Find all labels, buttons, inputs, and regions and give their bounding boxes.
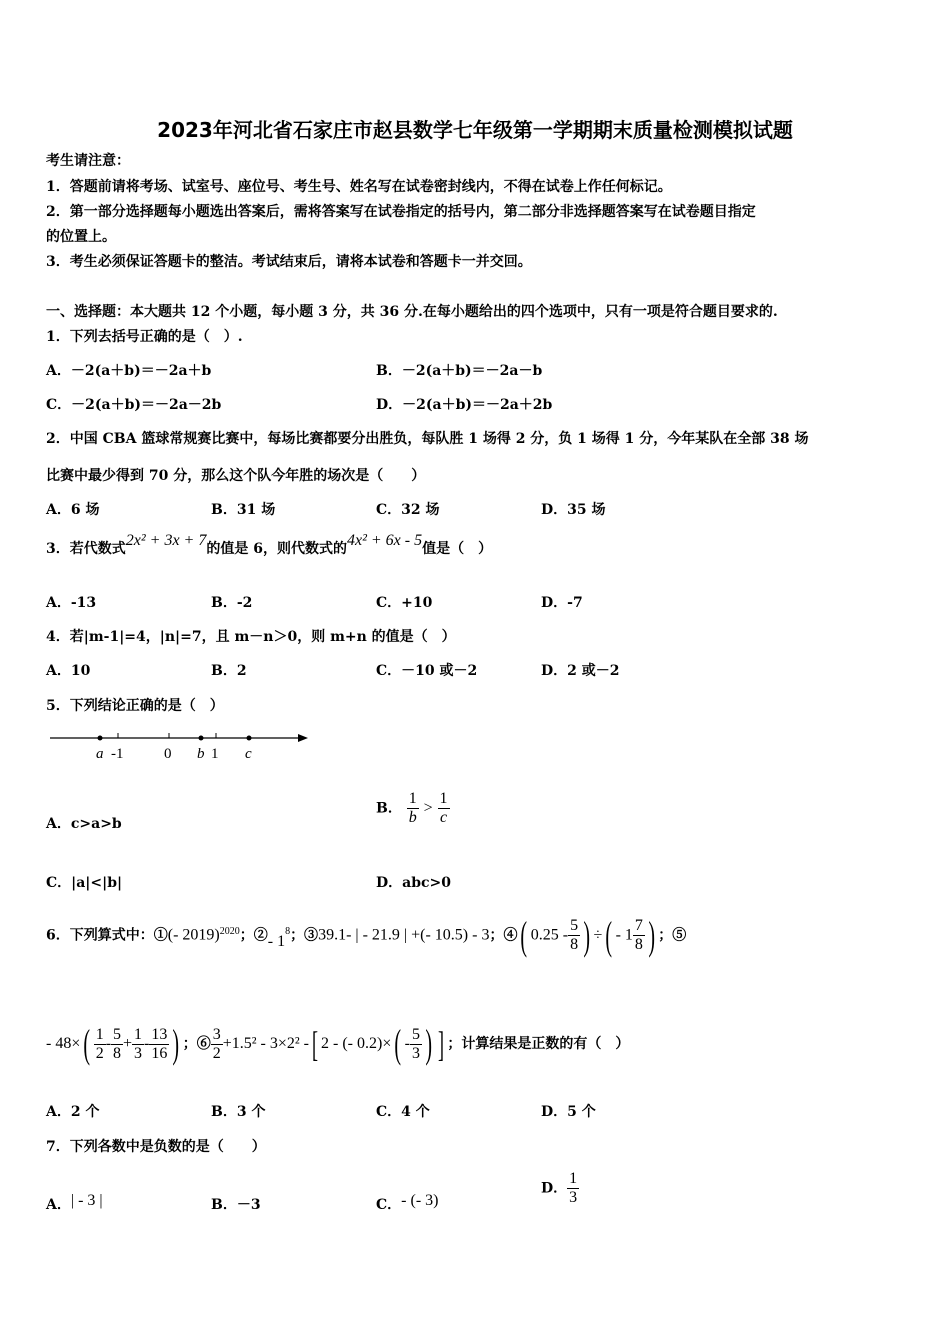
label-c: c <box>245 746 252 762</box>
notice-heading: 考生请注意： <box>46 153 130 169</box>
q3-stem <box>46 532 493 558</box>
q6-expr3: 39.1- | - 21.9 | +(- 10.5) - 3 <box>318 926 490 944</box>
q7-stem: 7．下列各数中是负数的是（ ） <box>46 1139 266 1155</box>
notice-item-3: 3．考生必须保证答题卡的整洁。考试结束后，请将本试卷和答题卡一并交回。 <box>46 254 532 270</box>
q7-option-d-prefix: D． <box>541 1180 568 1197</box>
q5-b-frac2-den: c <box>439 809 448 826</box>
q6-e5-f3-den: 3 <box>134 1044 143 1062</box>
q5-option-b <box>376 790 450 827</box>
q6-post: ；计算结果是正数的有（ ） <box>447 1036 630 1052</box>
q6-e5-lparen: ( <box>83 1021 91 1066</box>
q6-e4-frac2-den: 8 <box>634 936 643 954</box>
label-a: a <box>96 746 104 762</box>
q6-option-d: D．5 个 <box>541 1104 596 1120</box>
q6-e4-div: ÷ <box>593 926 603 944</box>
q6-e5-a: - 48× <box>46 1035 81 1052</box>
q6-e6-rparen: ) <box>425 1021 432 1066</box>
label-b: b <box>197 746 205 762</box>
q6-e6-rbrack: ] <box>438 1024 445 1064</box>
q6-e5-f1-den: 2 <box>95 1044 104 1062</box>
q6-e4-rparen: ) <box>583 912 591 958</box>
q6-option-c: C．4 个 <box>376 1104 430 1120</box>
q6-sep2: ；② <box>239 927 268 944</box>
q6-e6-minus: - <box>404 1035 410 1052</box>
point-c <box>247 736 252 741</box>
q5-b-frac1 <box>407 790 419 827</box>
q7-option-a-expr: | - 3 | <box>70 1192 103 1209</box>
q5-b-frac1-den: b <box>408 809 417 826</box>
q6-e5-f4-num: 13 <box>151 1025 168 1043</box>
q6-expr2-exp: 8 <box>285 926 291 937</box>
q3-option-b: B．-2 <box>211 595 253 611</box>
q6-expr1: (- 2019) <box>167 926 220 944</box>
q6-e5-f2-num: 5 <box>113 1025 122 1043</box>
q6-e4-a: 0.25 - <box>530 926 569 944</box>
q7-option-a-prefix: A． <box>46 1197 71 1213</box>
q3-stem-post: 值是（ ） <box>422 541 493 557</box>
q7-d-frac <box>567 1170 579 1207</box>
q6-e5-f2 <box>111 1026 123 1063</box>
q6-pre: 6．下列算式中：① <box>46 927 168 944</box>
q6-e6-frac-den: 2 <box>212 1044 221 1062</box>
q7-option-c-prefix: C． <box>376 1197 402 1213</box>
q2-option-d: D．35 场 <box>541 502 606 518</box>
q6-e5-f3-num: 1 <box>134 1025 143 1043</box>
q6-e6-lparen: ( <box>394 1021 402 1066</box>
q6-option-a: A．2 个 <box>46 1104 100 1120</box>
q6-e6-b: 2 - (- 0.2)× <box>321 1035 392 1052</box>
q1-option-b: B．－2(a＋b)＝－2a－b <box>376 363 543 379</box>
q6-e6-frac-num: 3 <box>212 1025 221 1043</box>
q6-e6-a: +1.5² - 3×2² - <box>222 1035 309 1052</box>
q7-option-b: B．－3 <box>211 1197 261 1213</box>
q1-stem: 1．下列去括号正确的是（ ）. <box>46 329 243 345</box>
q7-option-a <box>46 1192 103 1214</box>
q7-d-frac-num: 1 <box>569 1170 578 1187</box>
q6-e6-frac2 <box>410 1026 422 1063</box>
q6-stem-line2 <box>46 1022 629 1066</box>
q6-sep5: ；⑤ <box>658 927 687 944</box>
q6-e6-lbrack: [ <box>312 1024 318 1064</box>
q5-b-op: > <box>423 799 433 817</box>
q6-option-b: B．3 个 <box>211 1104 266 1120</box>
q3-option-d: D．-7 <box>541 595 583 611</box>
point-b <box>199 736 204 741</box>
q6-e5-minus: - <box>105 1035 112 1052</box>
q7-option-c-expr: - (- 3) <box>401 1192 439 1209</box>
q6-e5-f3 <box>132 1026 144 1063</box>
q4-option-d: D．2 或－2 <box>541 663 620 679</box>
notice-item-2: 2．第一部分选择题每小题选出答案后，需将答案写在试卷指定的括号内，第二部分非选择题答案写在试卷题目指定 <box>46 204 756 220</box>
q5-b-frac2 <box>438 790 450 827</box>
q6-e4-b: - 1 <box>615 926 633 944</box>
q6-e5-rparen: ) <box>172 1021 180 1066</box>
q6-expr2: - 1 <box>267 932 286 950</box>
q1-option-c: C．－2(a＋b)＝－2a－2b <box>46 397 222 413</box>
q5-option-c: C．|a|<|b| <box>46 875 123 891</box>
q3-option-c: C．+10 <box>376 595 433 611</box>
q1-option-d: D．－2(a＋b)＝－2a＋2b <box>376 397 553 413</box>
q6-e5-f1-num: 1 <box>95 1025 104 1043</box>
q6-e6-frac <box>211 1026 223 1063</box>
q1-option-a: A．－2(a＋b)＝－2a＋b <box>46 363 212 379</box>
q6-e4-frac-den: 8 <box>570 936 579 954</box>
q4-stem: 4．若|m-1|=4，|n|=7，且 m－n＞0，则 m+n 的值是（ ） <box>46 629 456 645</box>
q6-e6-frac2-num: 5 <box>412 1025 420 1043</box>
q6-e4-frac <box>568 917 580 954</box>
q7-option-c <box>376 1192 439 1214</box>
q2-stem-line1: 2．中国 CBA 篮球常规赛比赛中，每场比赛都要分出胜负，每队胜 1 场得 2 分，负 1 场得 1 分，今年某队在全部 38 场 <box>46 431 809 447</box>
q6-sep4: ；④ <box>489 927 518 944</box>
page-title: 2023年河北省石家庄市赵县数学七年级第一学期期末质量检测模拟试题 <box>157 118 793 142</box>
point-a <box>98 736 103 741</box>
number-line-arrow <box>298 734 308 742</box>
q3-expr2: 4x² + 6x - 5 <box>346 532 423 549</box>
q6-e5-f1 <box>94 1026 106 1063</box>
q5-option-d: D．abc>0 <box>376 875 451 891</box>
q6-e6-frac2-den: 3 <box>412 1044 420 1062</box>
q3-expr1: 2x² + 3x + 7 <box>125 532 207 549</box>
number-line <box>46 726 316 766</box>
q6-sep3: ；③ <box>290 927 319 944</box>
q6-e5-f2-den: 8 <box>113 1044 122 1062</box>
q4-option-b: B．2 <box>211 663 247 679</box>
q6-e5-plus: + <box>123 1035 133 1052</box>
q2-option-a: A．6 场 <box>46 502 100 518</box>
q5-option-a: A．c>a>b <box>46 816 122 832</box>
q6-e4-rparen2: ) <box>648 912 655 958</box>
q7-d-frac-den: 3 <box>569 1189 578 1206</box>
q5-stem: 5．下列结论正确的是（ ） <box>46 698 224 714</box>
q3-option-a: A．-13 <box>46 595 97 611</box>
label-minus1: -1 <box>111 746 124 762</box>
section-heading: 一、选择题：本大题共 12 个小题，每小题 3 分，共 36 分.在每小题给出的四个选项中，只有一项是符合题目要求的. <box>46 304 778 320</box>
label-0: 0 <box>164 746 172 762</box>
notice-item-1: 1．答题前请将考场、试室号、座位号、考生号、姓名写在试卷密封线内，不得在试卷上作任何标记。 <box>46 179 672 195</box>
q6-e4-frac2 <box>633 917 645 954</box>
q5-b-frac1-num: 1 <box>408 790 417 807</box>
q6-e5-f4-den: 16 <box>151 1044 168 1062</box>
q5-option-b-prefix: B． <box>376 800 402 817</box>
q2-option-c: C．32 场 <box>376 502 440 518</box>
q6-e4-frac2-num: 7 <box>634 917 643 935</box>
q6-expr1-exp: 2020 <box>219 926 240 937</box>
q6-e4-lparen: ( <box>520 912 528 958</box>
q2-stem-line2: 比赛中最少得到 70 分，那么这个队今年胜的场次是（ ） <box>46 468 426 484</box>
q4-option-c: C．－10 或－2 <box>376 663 478 679</box>
q3-stem-pre: 3．若代数式 <box>46 541 126 557</box>
q5-b-frac2-num: 1 <box>439 790 448 807</box>
q7-option-d <box>541 1170 579 1207</box>
q6-e4-frac-num: 5 <box>570 917 579 935</box>
q4-option-a: A．10 <box>46 663 91 679</box>
q6-sep6: ；⑥ <box>182 1036 211 1052</box>
q6-e5-minus2: - <box>144 1035 150 1052</box>
q3-stem-mid: 的值是 6，则代数式的 <box>206 541 347 557</box>
q2-option-b: B．31 场 <box>211 502 276 518</box>
label-1: 1 <box>211 746 219 762</box>
q6-e4-lparen2: ( <box>605 912 613 958</box>
notice-item-2-cont: 的位置上。 <box>46 229 116 245</box>
q6-stem-line1 <box>46 912 686 956</box>
q6-e5-f4 <box>149 1026 169 1063</box>
